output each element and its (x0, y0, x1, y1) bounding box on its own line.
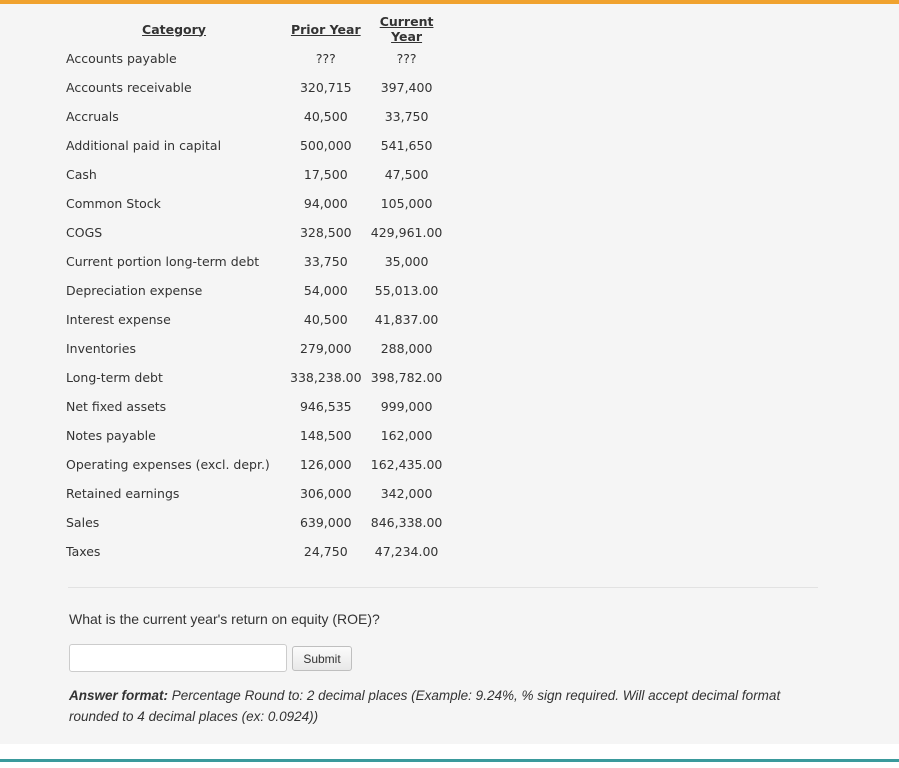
row-prior-year-value: 500,000 (299, 138, 352, 153)
row-prior-year-value: 24,750 (303, 544, 348, 559)
table-row (62, 508, 448, 537)
header-prior-year: Prior Year (290, 21, 361, 37)
row-current-year-value: ??? (396, 51, 417, 66)
row-prior-year-value: 54,000 (303, 283, 348, 298)
row-prior-year-value: 148,500 (299, 428, 352, 443)
row-current-year-value: 288,000 (380, 341, 433, 356)
row-current-year-value: 55,013.00 (374, 283, 439, 298)
table-row (62, 44, 448, 73)
answer-format-text: Percentage Round to: 2 decimal places (Example: 9.24%, % sign required. Will accept decimal format rounded to 4 decimal places (ex: 0.0924)) (69, 688, 781, 724)
row-prior-year-value: 279,000 (299, 341, 352, 356)
row-category: Common Stock (66, 196, 161, 211)
row-category: Long-term debt (66, 370, 163, 385)
row-category: Accounts payable (66, 51, 177, 66)
table-row (62, 479, 448, 508)
row-prior-year-value: 40,500 (303, 109, 348, 124)
row-prior-year-value: 639,000 (299, 515, 352, 530)
row-prior-year-value: 40,500 (303, 312, 348, 327)
row-prior-year-value: 17,500 (303, 167, 348, 182)
row-prior-year-value: 126,000 (299, 457, 352, 472)
row-category: Taxes (66, 544, 101, 559)
row-current-year-value: 47,500 (384, 167, 429, 182)
row-category: Current portion long-term debt (66, 254, 260, 269)
section-divider (68, 587, 818, 588)
table-header-row (62, 14, 448, 44)
table-row (62, 160, 448, 189)
table-row (62, 392, 448, 421)
row-category: Operating expenses (excl. depr.) (66, 457, 270, 472)
question-text: What is the current year's return on equity (ROE)? (69, 611, 380, 627)
table-row (62, 247, 448, 276)
table-row (62, 305, 448, 334)
submit-button[interactable]: Submit (292, 646, 352, 671)
header-category: Category (142, 21, 206, 37)
row-prior-year-value: 946,535 (299, 399, 352, 414)
row-category: Accounts receivable (66, 80, 192, 95)
table-body (62, 44, 448, 566)
row-current-year-value: 35,000 (384, 254, 429, 269)
row-category: Accruals (66, 109, 119, 124)
row-current-year-value: 398,782.00 (370, 370, 443, 385)
row-current-year-value: 162,000 (380, 428, 433, 443)
row-category: Net fixed assets (66, 399, 167, 414)
table-row (62, 363, 448, 392)
row-current-year-value: 33,750 (384, 109, 429, 124)
row-category: Depreciation expense (66, 283, 203, 298)
row-current-year-value: 397,400 (380, 80, 433, 95)
table-row (62, 102, 448, 131)
row-category: Sales (66, 515, 100, 530)
row-category: COGS (66, 225, 103, 240)
table-row (62, 450, 448, 479)
row-category: Interest expense (66, 312, 171, 327)
row-prior-year-value: 306,000 (299, 486, 352, 501)
row-current-year-value: 105,000 (380, 196, 433, 211)
table-row (62, 276, 448, 305)
table-row (62, 537, 448, 566)
financial-data-table (62, 14, 448, 566)
row-current-year-value: 999,000 (380, 399, 433, 414)
row-prior-year-value: 94,000 (303, 196, 348, 211)
row-current-year-value: 342,000 (380, 486, 433, 501)
row-category: Cash (66, 167, 97, 182)
answer-format-label: Answer format: (69, 688, 169, 703)
answer-input[interactable] (69, 644, 287, 672)
row-prior-year-value: 328,500 (299, 225, 352, 240)
table-row (62, 421, 448, 450)
row-current-year-value: 47,234.00 (374, 544, 439, 559)
row-prior-year-value: ??? (315, 51, 336, 66)
row-current-year-value: 846,338.00 (370, 515, 443, 530)
row-current-year-value: 429,961.00 (370, 225, 443, 240)
row-category: Inventories (66, 341, 136, 356)
row-current-year-value: 162,435.00 (370, 457, 443, 472)
row-prior-year-value: 320,715 (299, 80, 352, 95)
table-row (62, 189, 448, 218)
row-current-year-value: 41,837.00 (374, 312, 439, 327)
row-category: Retained earnings (66, 486, 180, 501)
answer-format-note (69, 685, 829, 727)
row-category: Notes payable (66, 428, 156, 443)
row-prior-year-value: 338,238.00 (290, 370, 362, 385)
row-current-year-value: 541,650 (380, 138, 433, 153)
table-row (62, 334, 448, 363)
table-row (62, 73, 448, 102)
table-row (62, 131, 448, 160)
header-current-year: Current Year (379, 14, 434, 44)
bottom-accent-bar (0, 759, 899, 762)
table-row (62, 218, 448, 247)
row-prior-year-value: 33,750 (303, 254, 348, 269)
row-category: Additional paid in capital (66, 138, 222, 153)
